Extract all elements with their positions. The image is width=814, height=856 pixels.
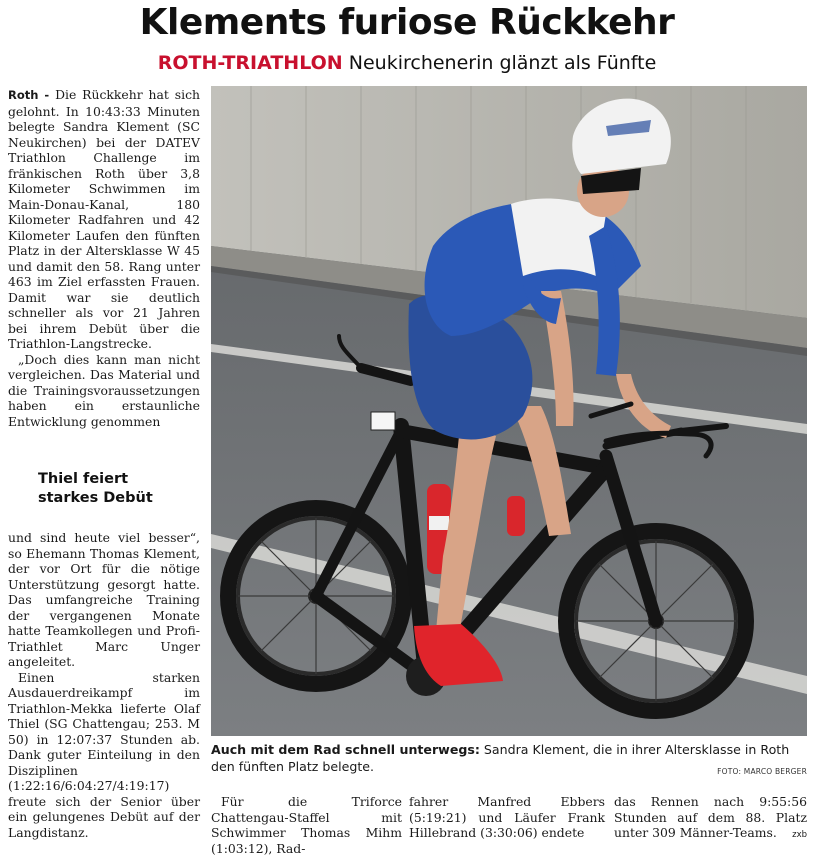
- body-paragraph-4: Einen starken Ausdauerdreikampf im Triathlon-Mekka lieferte Olaf Thiel (SG Chattengau; 253. M 50) in 12:07:37 Stunden ab. Dank guter Einteilung in den Disziplinen (1:22:16/6:04:27/4:19:17) freute sich der Senior über ein gelungenes Debüt auf der Langdistanz.: [8, 669, 200, 840]
- photo-credit: FOTO: MARCO BERGER: [717, 767, 807, 776]
- interheadline: [38, 470, 208, 508]
- caption-lead: Auch mit dem Rad schnell unterwegs:: [211, 742, 480, 757]
- interheadline-line-1: Thiel feiert: [38, 471, 129, 487]
- author-initials: zxb: [792, 830, 807, 840]
- subheadline-text: Neukirchenerin glänzt als Fünfte: [348, 52, 657, 74]
- body-paragraph-5-end: das Rennen nach 9:55:56 Stunden auf dem 88. Platz unter 309 Männer-Teams.: [614, 794, 807, 840]
- body-paragraph-5-continued: fahrer Manfred Ebbers (5:19:21) und Läufer Frank Hillebrand (3:30:06) endete: [409, 794, 605, 840]
- article-column-1-bottom: [8, 530, 200, 840]
- dateline: Roth -: [8, 88, 56, 102]
- kicker: ROTH-TRIATHLON: [157, 52, 343, 74]
- subheadline: [0, 52, 814, 74]
- body-paragraph-1: Die Rückkehr hat sich gelohnt. In 10:43:33 Minuten belegte Sandra Klement (SC Neukirchen) bei der DATEV Triathlon Challenge im fränkischen Roth über 3,8 Kilometer Schwimmen im Main-Donau-Kanal, 180 Kilometer Radfahren und 42 Kilometer Laufen den fünften Platz in der Altersklasse W 45 und damit den 58. Rang unter 463 im Ziel erfassten Frauen. Damit war sie deutlich schneller als vor 21 Jahren bei ihrem Debüt über die Triathlon-Langstrecke.: [8, 87, 200, 351]
- article-column-3: [409, 794, 605, 841]
- interheadline-line-2: starkes Debüt: [38, 490, 153, 506]
- body-paragraph-2: „Doch dies kann man nicht vergleichen. Das Material und die Trainingsvoraussetzungen haben ein erstaunliche Entwicklung genommen: [8, 351, 200, 429]
- cyclist-photo-illustration: [211, 86, 807, 736]
- article-column-2: [211, 794, 402, 856]
- cyclist-photo: [211, 86, 807, 736]
- article-column-1-top: [8, 87, 200, 429]
- caption-text: Sandra Klement, die in ihrer Altersklasse in Roth den fünften Platz belegte.: [211, 742, 790, 774]
- body-paragraph-5: Für die Triforce Chattengau-Staffel mit Schwimmer Thomas Mihm (1:03:12), Rad-: [211, 794, 402, 856]
- article-column-4: [614, 794, 807, 844]
- headline: Klements furiose Rückkehr: [139, 2, 675, 43]
- body-paragraph-3: und sind heute viel besser“, so Ehemann Thomas Klement, der vor Ort für die nötige Unterstützung gesorgt hatte. Das umfangreiche Training der vergangenen Monate hatte Teamkollegen und Profi-Triathlet Marc Unger angeleitet.: [8, 530, 200, 669]
